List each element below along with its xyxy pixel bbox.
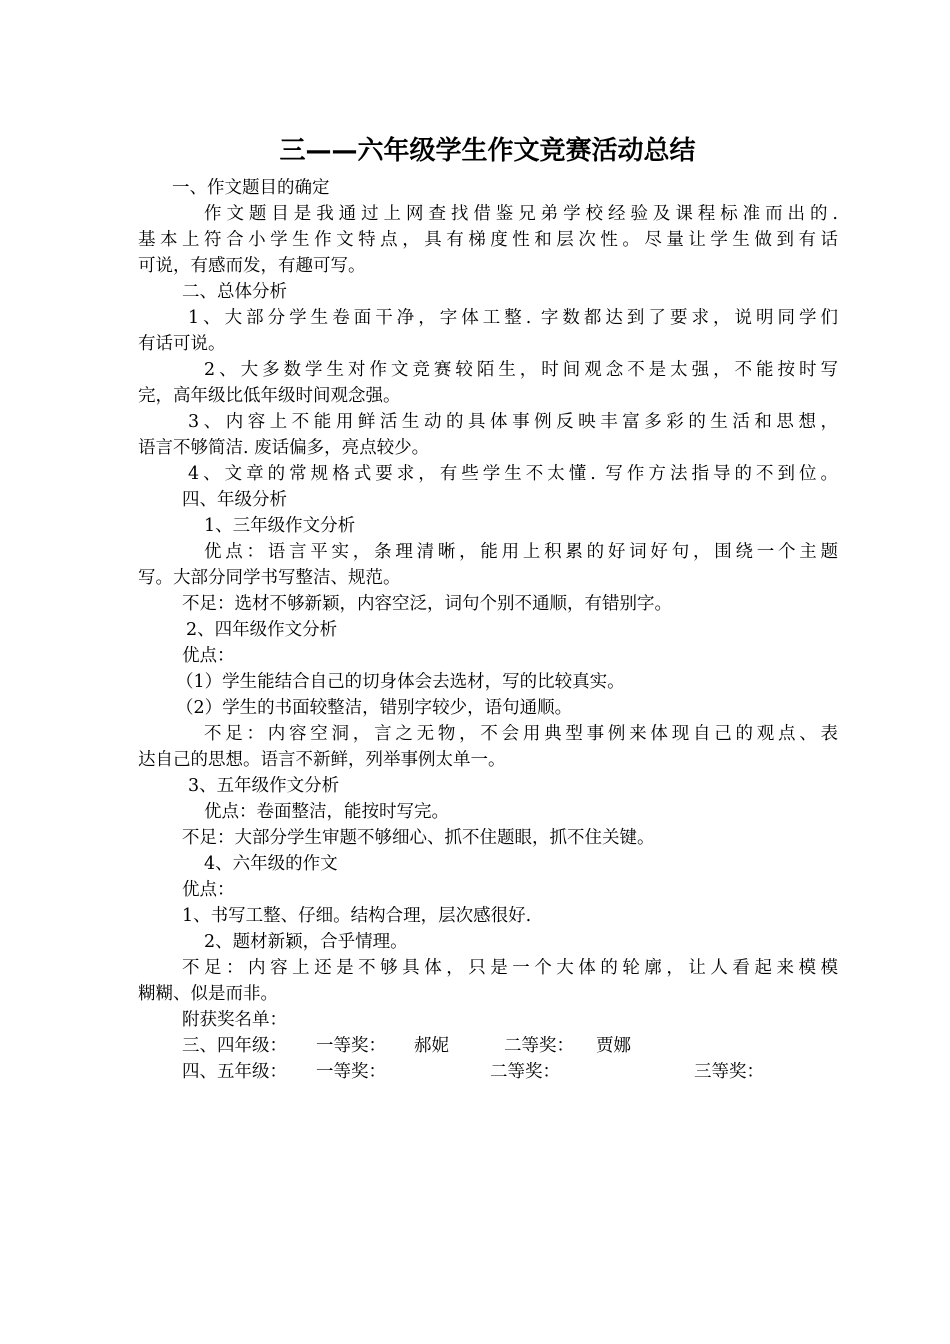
award-row-grade-4-5 (138, 1059, 838, 1085)
text-line: 糊糊、似是而非。 (138, 984, 278, 1004)
text-line: 优点： (182, 646, 235, 666)
text-line: 基本上符合小学生作文特点，具有梯度性和层次性。尽量让学生做到有话 (138, 230, 838, 250)
text-line: 有话可说。 (138, 334, 226, 354)
text-line: 优点：语言平实，条理清晰，能用上积累的好词好句，围绕一个主题 (204, 542, 838, 562)
text-line: 4、六年级的作文 (204, 854, 338, 874)
award-name-first: 郝妮 (414, 1036, 449, 1056)
award-grade-label: 三、四年级： (182, 1036, 287, 1056)
award-row-grade-3-4 (138, 1033, 838, 1059)
text-line: 1、大部分学生卷面干净，字体工整. 字数都达到了要求，说明同学们 (188, 308, 838, 328)
text-line: （2）学生的书面较整洁，错别字较少，语句通顺。 (176, 698, 573, 718)
text-line: 2、题材新颖，合乎情理。 (204, 932, 408, 952)
text-line: 优点：卷面整洁，能按时写完。 (204, 802, 449, 822)
award-label-first: 一等奖： (316, 1062, 386, 1082)
text-lines (138, 175, 838, 1033)
text-line: 1、书写工整、仔细。结构合理，层次感很好. (182, 906, 532, 926)
award-label-second: 二等奖： (504, 1036, 574, 1056)
text-line: 达自己的思想。语言不新鲜，列举事例太单一。 (138, 750, 506, 770)
text-line: 1、三年级作文分析 (204, 516, 356, 536)
award-label-first: 一等奖： (316, 1036, 386, 1056)
text-line: （1）学生能结合自己的切身体会去选材，写的比较真实。 (176, 672, 625, 692)
text-line: 二、总体分析 (182, 282, 287, 302)
text-line: 可说，有感而发，有趣可写。 (138, 256, 366, 276)
text-line: 优点： (182, 880, 235, 900)
award-label-second: 二等奖： (490, 1062, 560, 1082)
document-body (138, 175, 838, 1085)
text-line: 不足：内容空洞，言之无物，不会用典型事例来体现自己的观点、表 (204, 724, 838, 744)
award-grade-label: 四、五年级： (182, 1062, 287, 1082)
text-line: 不足：选材不够新颖，内容空泛，词句个别不通顺，有错别字。 (182, 594, 672, 614)
document-title: 三——六年级学生作文竞赛活动总结 (279, 136, 696, 166)
text-line: 四、年级分析 (182, 490, 287, 510)
text-line: 3、五年级作文分析 (188, 776, 340, 796)
text-line: 不足：大部分学生审题不够细心、抓不住题眼，抓不住关键。 (182, 828, 655, 848)
text-line: 写。大部分同学书写整洁、规范。 (138, 568, 401, 588)
award-name-second: 贾娜 (596, 1036, 631, 1056)
award-label-third: 三等奖： (694, 1062, 764, 1082)
text-line: 4、文章的常规格式要求，有些学生不太懂. 写作方法指导的不到位。 (188, 464, 838, 484)
text-line: 附获奖名单： (182, 1010, 287, 1030)
text-line: 2、大多数学生对作文竞赛较陌生，时间观念不是太强，不能按时写 (204, 360, 838, 380)
text-line: 完，高年级比低年级时间观念强。 (138, 386, 401, 406)
text-line: 2、四年级作文分析 (186, 620, 338, 640)
text-line: 3、内容上不能用鲜活生动的具体事例反映丰富多彩的生活和思想， (188, 412, 838, 432)
text-line: 语言不够简洁. 废话偏多，亮点较少。 (138, 438, 430, 458)
text-line: 不足：内容上还是不够具体，只是一个大体的轮廓，让人看起来模模 (182, 958, 838, 978)
text-line: 一、作文题目的确定 (172, 178, 330, 198)
text-line: 作文题目是我通过上网查找借鉴兄弟学校经验及课程标准而出的. (204, 204, 838, 224)
